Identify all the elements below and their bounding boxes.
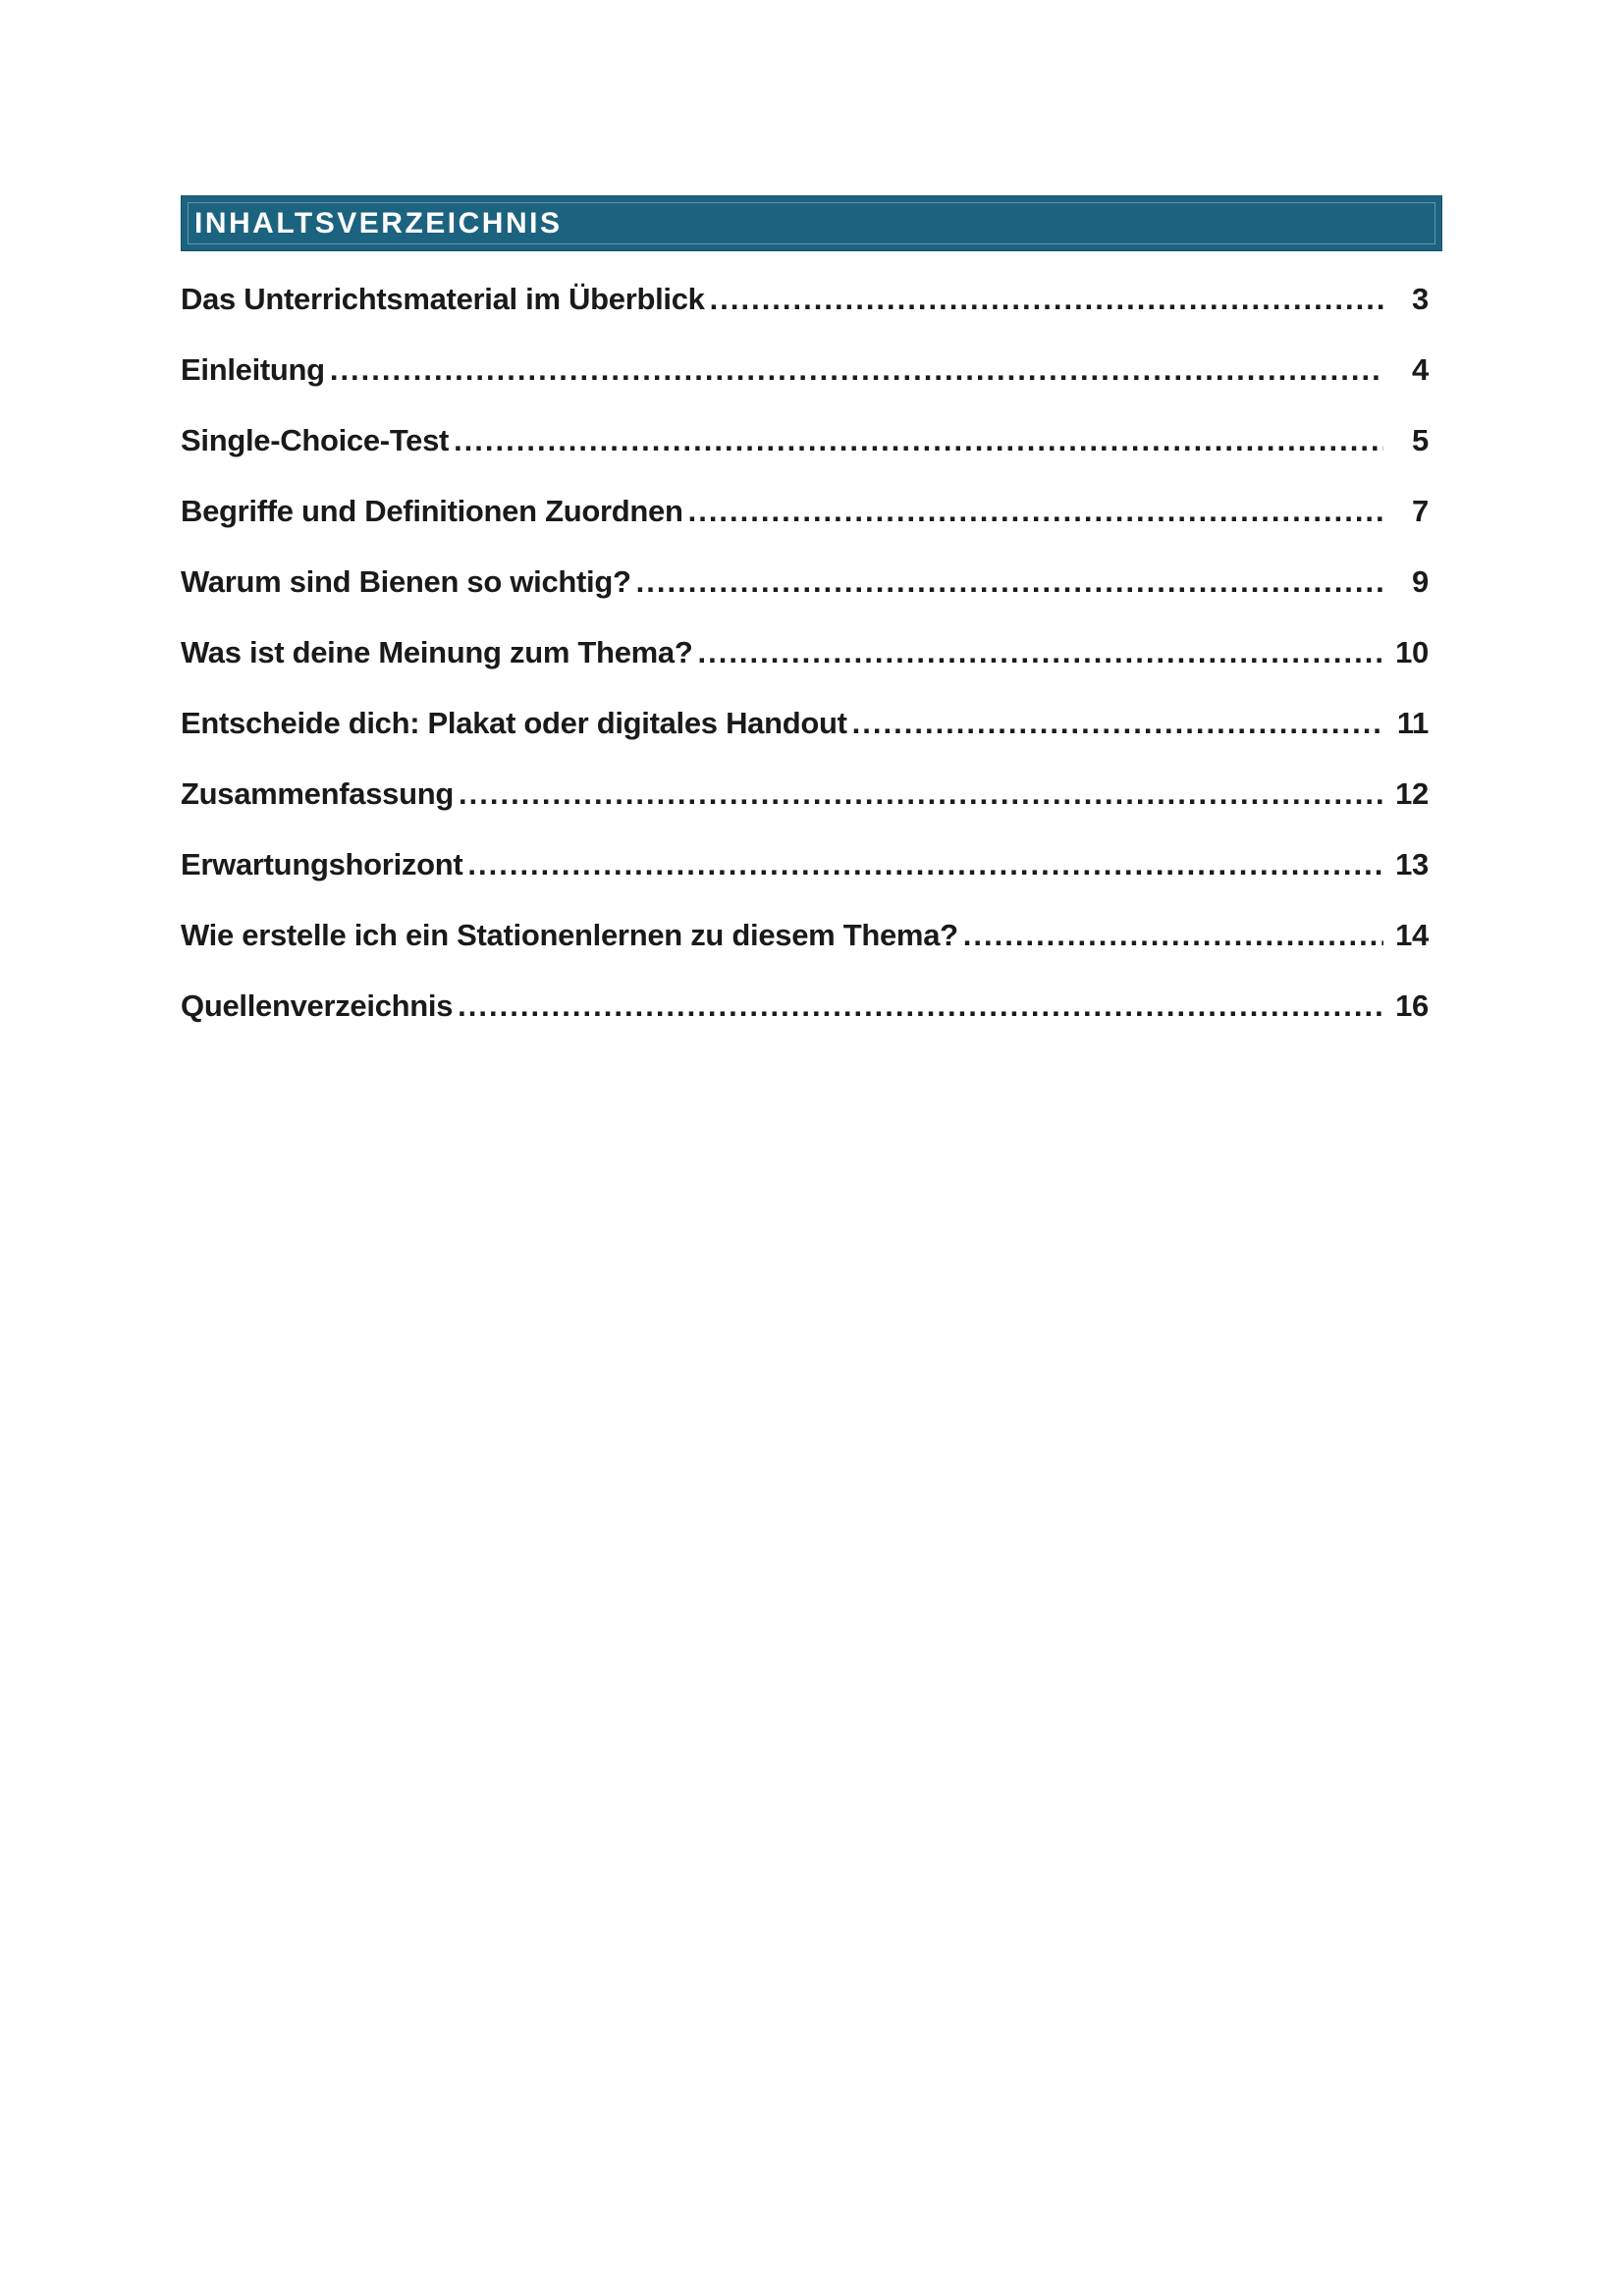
- toc-entry-title: Single-Choice-Test: [181, 423, 450, 457]
- toc-entry-page-number: 12: [1395, 776, 1429, 811]
- toc-entry-title: Was ist deine Meinung zum Thema?: [181, 635, 693, 669]
- dot-leader: [697, 636, 1383, 669]
- dot-leader: [636, 565, 1383, 599]
- toc-entry[interactable]: [181, 777, 1442, 811]
- toc-entry[interactable]: [181, 989, 1442, 1023]
- toc-entry-title: Entscheide dich: Plakat oder digitales Handout: [181, 706, 847, 740]
- toc-entry-page-number: 16: [1395, 988, 1429, 1023]
- toc-entry[interactable]: [181, 636, 1442, 669]
- dot-leader: [688, 495, 1383, 528]
- toc-entry[interactable]: [181, 565, 1442, 599]
- toc-entry-page-number: 4: [1412, 352, 1429, 387]
- toc-entry-page-number: 5: [1412, 423, 1429, 457]
- toc-entry-page-number: 10: [1395, 635, 1429, 669]
- toc-header-title: INHALTSVERZEICHNIS: [194, 206, 563, 240]
- dot-leader: [330, 353, 1383, 387]
- toc-entry-title: Wie erstelle ich ein Stationenlernen zu diesem Thema?: [181, 918, 958, 952]
- toc-entry-title: Warum sind Bienen so wichtig?: [181, 564, 631, 599]
- dot-leader: [963, 919, 1383, 952]
- dot-leader: [454, 424, 1383, 457]
- toc-header: [181, 195, 1442, 251]
- toc-entry[interactable]: [181, 353, 1442, 387]
- toc-entry-title: Quellenverzeichnis: [181, 988, 454, 1023]
- toc-entry-title: Begriffe und Definitionen Zuordnen: [181, 494, 683, 528]
- toc-entry-page-number: 11: [1396, 706, 1429, 740]
- dot-leader: [467, 848, 1383, 881]
- dot-leader: [710, 283, 1383, 316]
- toc-entry-title: Zusammenfassung: [181, 776, 455, 811]
- toc-entry-title: Das Unterrichtsmaterial im Überblick: [181, 282, 705, 316]
- toc-entry-page-number: 14: [1395, 918, 1429, 952]
- toc-entry[interactable]: [181, 495, 1442, 528]
- toc-list: [181, 283, 1442, 1060]
- toc-entry-page-number: 7: [1412, 494, 1429, 528]
- toc-entry[interactable]: [181, 424, 1442, 457]
- toc-entry[interactable]: [181, 848, 1442, 881]
- toc-entry[interactable]: [181, 707, 1442, 740]
- toc-entry-page-number: 3: [1412, 282, 1429, 316]
- dot-leader: [459, 777, 1383, 811]
- toc-entry-page-number: 13: [1395, 847, 1429, 881]
- toc-entry-page-number: 9: [1412, 564, 1429, 599]
- toc-entry[interactable]: [181, 919, 1442, 952]
- toc-entry-title: Erwartungshorizont: [181, 847, 463, 881]
- dot-leader: [458, 989, 1383, 1023]
- toc-entry[interactable]: [181, 283, 1442, 316]
- toc-entry-title: Einleitung: [181, 352, 325, 387]
- dot-leader: [852, 707, 1383, 740]
